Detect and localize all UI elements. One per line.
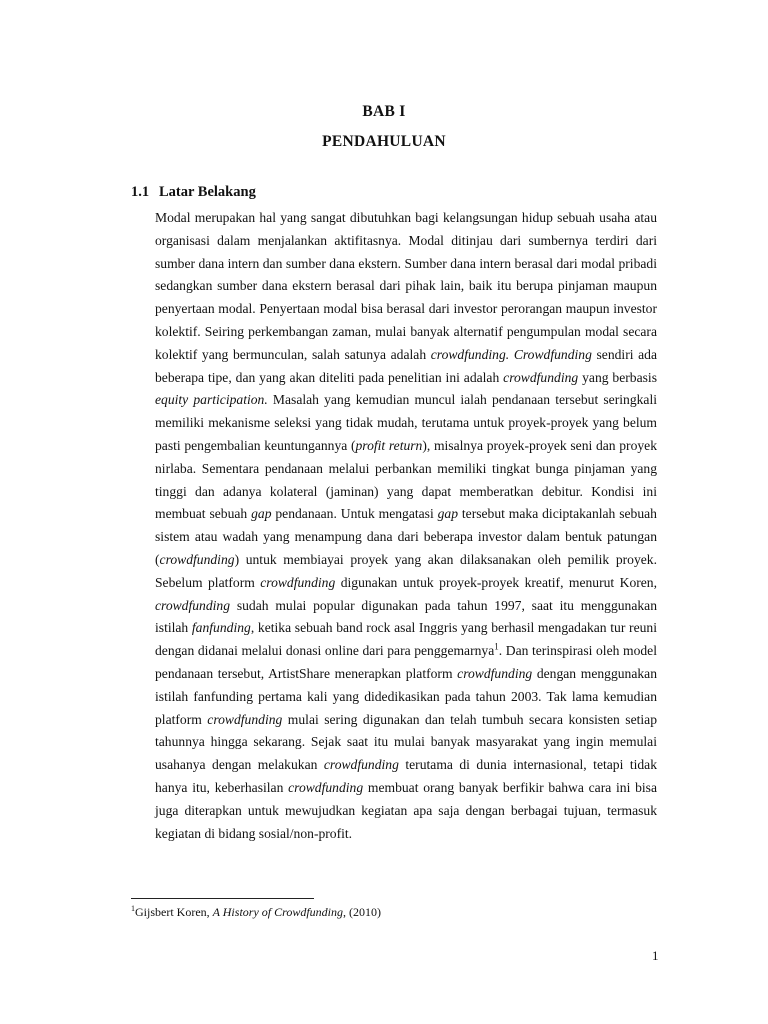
text-run: tersebut maka diciptakanlah sebuah sistem atau wadah yang menampung dana dari beberapa investor dalam bentuk patungan ( (155, 506, 657, 567)
text-run: pendanaan. Untuk mengatasi (271, 506, 438, 522)
chapter-heading: BAB I (362, 103, 406, 120)
italic-term: crowdfunding. (430, 346, 510, 362)
italic-term: crowdfunding (260, 574, 336, 590)
text-run: sudah mulai popular digunakan pada tahun 1997, saat itu menggunakan istilah (155, 597, 657, 636)
footnote-work-title: A History of Crowdfunding (212, 905, 344, 919)
text-run: terutama di dunia internasional, tetapi tidak hanya itu, keberhasilan (155, 757, 658, 795)
text-run: ) untuk membiayai proyek yang akan dilaksanakan oleh pemilik proyek. Sebelum platform (155, 551, 657, 590)
italic-term: profit return (355, 437, 423, 453)
text-run: Modal merupakan hal yang sangat dibutuhkan bagi kelangsungan hidup sebuah usaha atau organisasi dalam menjalankan aktifitasnya. Modal ditinjau dari sumbernya terdiri dari sumber dana intern dan sumber dana ekstern. Sumber dana intern berasal dari modal pribadi sedangkan sumber dana ekstern berasal dari pihak lain, baik itu berupa pinjaman maupun penyertaan modal. Penyertaan modal bisa berasal dari investor perorangan maupun investor kolektif. Seiring perkembangan zaman, mulai banyak alternatif pengumpulan modal secara kolektif yang bermunculan, salah satunya adalah (155, 210, 657, 362)
text-run: digunakan untuk proyek-proyek kreatif, menurut Koren, (335, 574, 658, 590)
page-number: 1 (652, 948, 659, 963)
chapter-title: PENDAHULUAN (322, 133, 446, 150)
italic-term: gap (437, 506, 459, 522)
text-run: sendiri ada beberapa tipe, dan yang akan diteliti pada penelitian ini adalah (155, 346, 657, 385)
body-paragraph (155, 207, 657, 845)
italic-term: crowdfunding (155, 597, 231, 613)
italic-term: crowdfunding (323, 757, 399, 773)
italic-term: equity participation. (155, 392, 268, 408)
italic-term: crowdfunding (503, 369, 579, 385)
section-title: Latar Belakang (159, 184, 256, 200)
text-run: mulai sering digunakan dan telah tumbuh secara konsisten setiap tahunnya hingga sekarang. Sejak saat itu mulai banyak masyarakat yang ingin memulai usahanya dengan melakukan (155, 711, 657, 773)
italic-term: crowdfunding (288, 779, 364, 795)
text-run: . Dan terinspirasi oleh model pendanaan tersebut, ArtistShare menerapkan platform (155, 643, 657, 681)
footnote-reference: 1 (494, 641, 499, 652)
italic-term: crowdfunding (159, 551, 235, 567)
italic-term: fanfunding (191, 620, 251, 636)
text-run: , ketika sebuah band rock asal Inggris yang berhasil mengadakan tur reuni dengan didanai melalui donasi online dari para penggemarnya (155, 620, 657, 659)
text-run: membuat orang banyak berfikir bahwa cara ini bisa juga diterapkan untuk mewujudkan kegiatan apa saja dengan berbagai tujuan, termasuk kegiatan di bidang sosial/non-profit. (155, 779, 657, 841)
section-heading (131, 184, 256, 201)
italic-term: crowdfunding (207, 711, 283, 727)
footnote-author: Gijsbert Koren, (135, 905, 213, 919)
footnote (131, 904, 381, 920)
text-run: dengan menggunakan istilah fanfunding pertama kali yang didedikasikan pada tahun 2003. Tak lama kemudian platform (155, 665, 657, 727)
italic-term: Crowdfunding (513, 346, 592, 362)
footnote-marker: 1 (131, 904, 135, 913)
footnote-separator (131, 898, 314, 899)
text-run: Masalah yang kemudian muncul ialah pendanaan tersebut seringkali memiliki mekanisme seleksi yang tidak mudah, terutama untuk proyek-proyek yang belum pasti pengembalian keuntungannya ( (155, 392, 657, 453)
text-run: yang berbasis (578, 369, 657, 385)
section-number: 1.1 (131, 184, 150, 200)
italic-term: gap (251, 506, 272, 522)
footnote-year: , (2010) (343, 905, 382, 919)
text-run: ), misalnya proyek-proyek seni dan proyek nirlaba. Sementara pendanaan melalui perbankan memiliki tingkat bunga pinjaman yang tinggi dan adanya kolateral (jaminan) yang dapat memberatkan debitur. Kondisi ini membuat sebuah (155, 437, 657, 522)
italic-term: crowdfunding (457, 665, 533, 681)
